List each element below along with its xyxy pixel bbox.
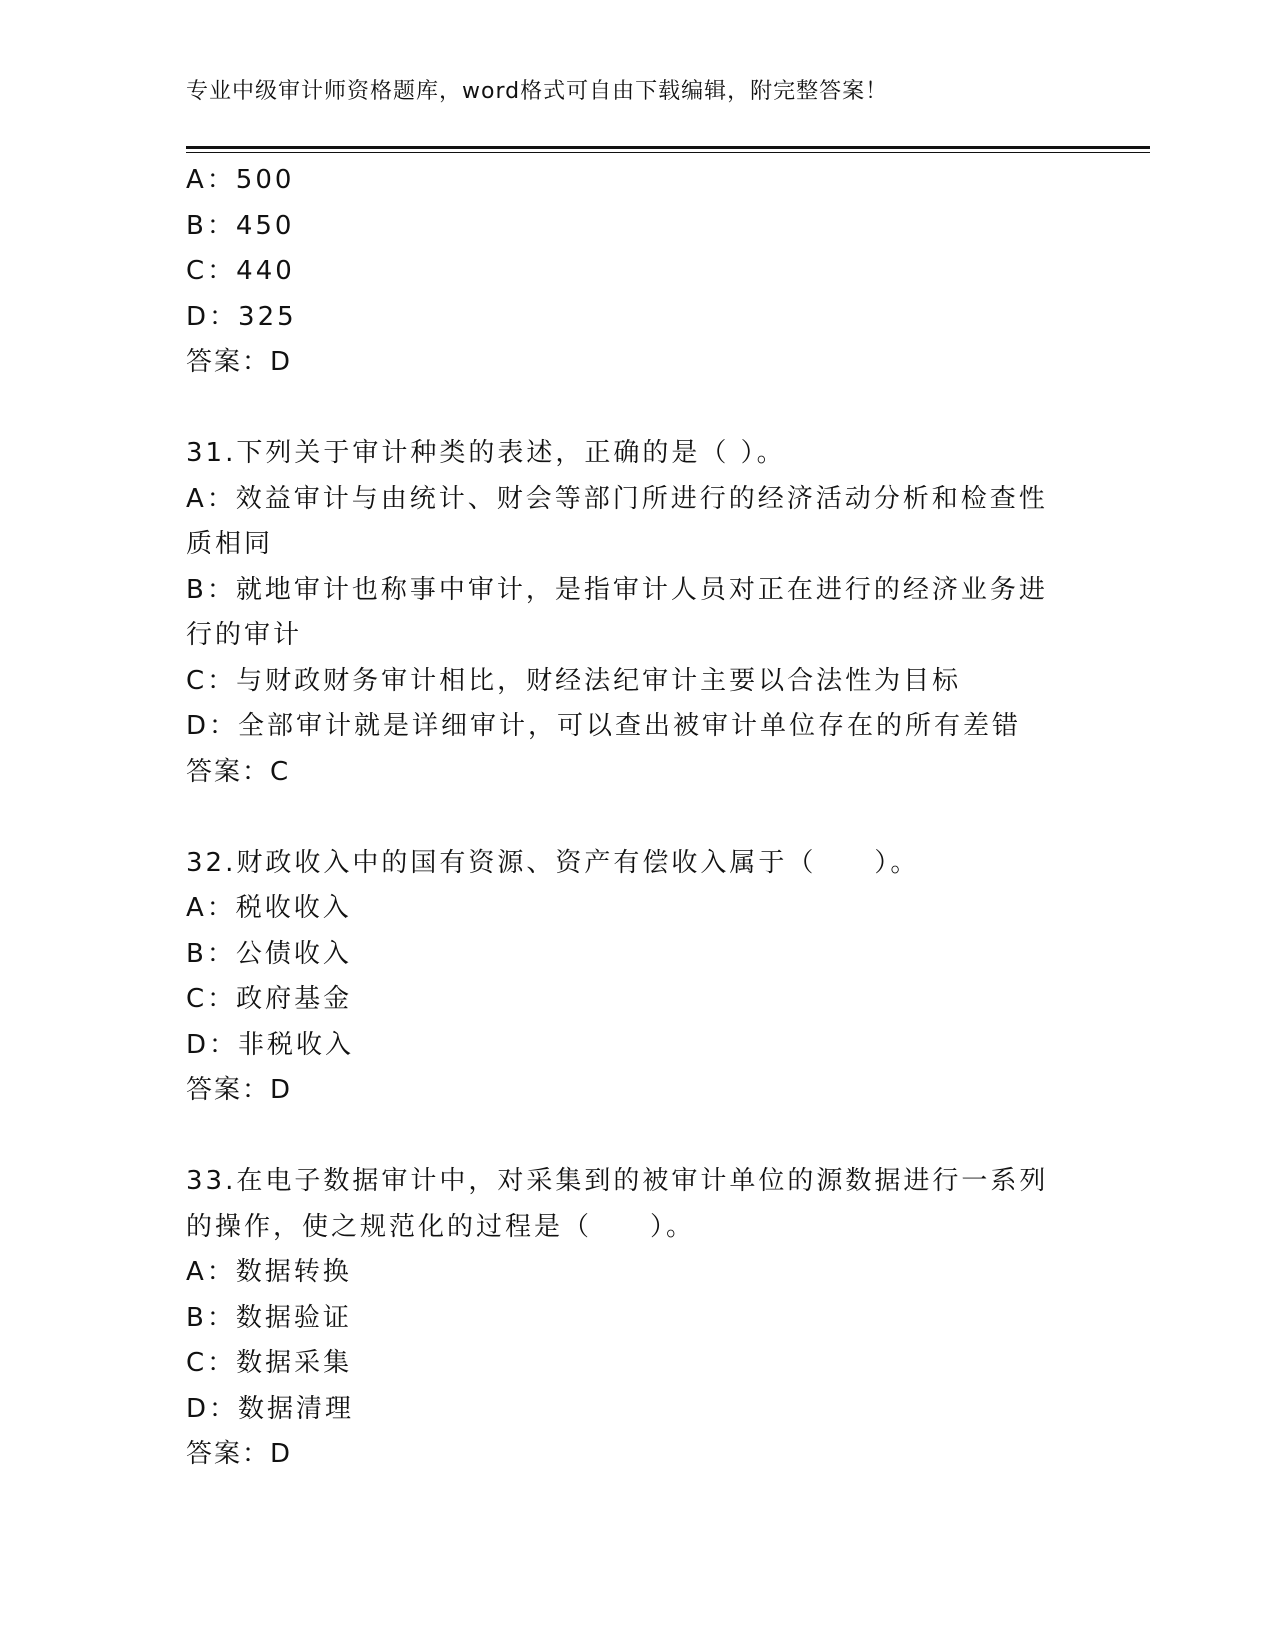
question-block (186, 158, 1066, 386)
question-text: 31.下列关于审计种类的表述，正确的是（ ）。 (186, 438, 786, 468)
spacer (186, 1114, 1066, 1160)
option-a: A：500 (186, 165, 295, 195)
option-a: A：效益审计与由统计、财会等部门所进行的经济活动分析和检查性质相同 (186, 483, 1048, 559)
option-d: D：全部审计就是详细审计，可以查出被审计单位存在的所有差错 (186, 711, 1022, 741)
answer: 答案：C (186, 756, 291, 787)
question-block (186, 1159, 1066, 1478)
option-a: A：税收收入 (186, 893, 352, 923)
question-block (186, 431, 1066, 795)
option-d: D：非税收入 (186, 1029, 355, 1060)
option-b: B：数据验证 (186, 1302, 352, 1333)
option-b: B：就地审计也称事中审计，是指审计人员对正在进行的经济业务进行的审计 (186, 574, 1048, 650)
page-header: 专业中级审计师资格题库，word格式可自由下载编辑，附完整答案！ (186, 79, 889, 104)
spacer (186, 386, 1066, 432)
question-text: 32.财政收入中的国有资源、资产有偿收入属于（ ）。 (186, 847, 920, 878)
option-c: C：数据采集 (186, 1348, 353, 1378)
option-b: B：公债收入 (186, 938, 352, 969)
option-c: C：与财政财务审计相比，财经法纪审计主要以合法性为目标 (186, 665, 962, 696)
option-d: D：数据清理 (186, 1393, 355, 1424)
spacer (186, 795, 1066, 841)
question-text: 33.在电子数据审计中，对采集到的被审计单位的源数据进行一系列的操作，使之规范化的过程是（ ）。 (186, 1166, 1049, 1242)
question-block (186, 841, 1066, 1114)
answer: 答案：D (186, 1439, 293, 1469)
option-a: A：数据转换 (186, 1257, 352, 1287)
option-d: D：325 (186, 301, 297, 332)
answer: 答案：D (186, 1075, 293, 1105)
option-c: C：440 (186, 256, 295, 286)
option-c: C：政府基金 (186, 984, 353, 1014)
option-b: B：450 (186, 210, 295, 241)
question-list (186, 158, 1066, 1478)
answer: 答案：D (186, 347, 293, 377)
header-rule (186, 146, 1150, 149)
